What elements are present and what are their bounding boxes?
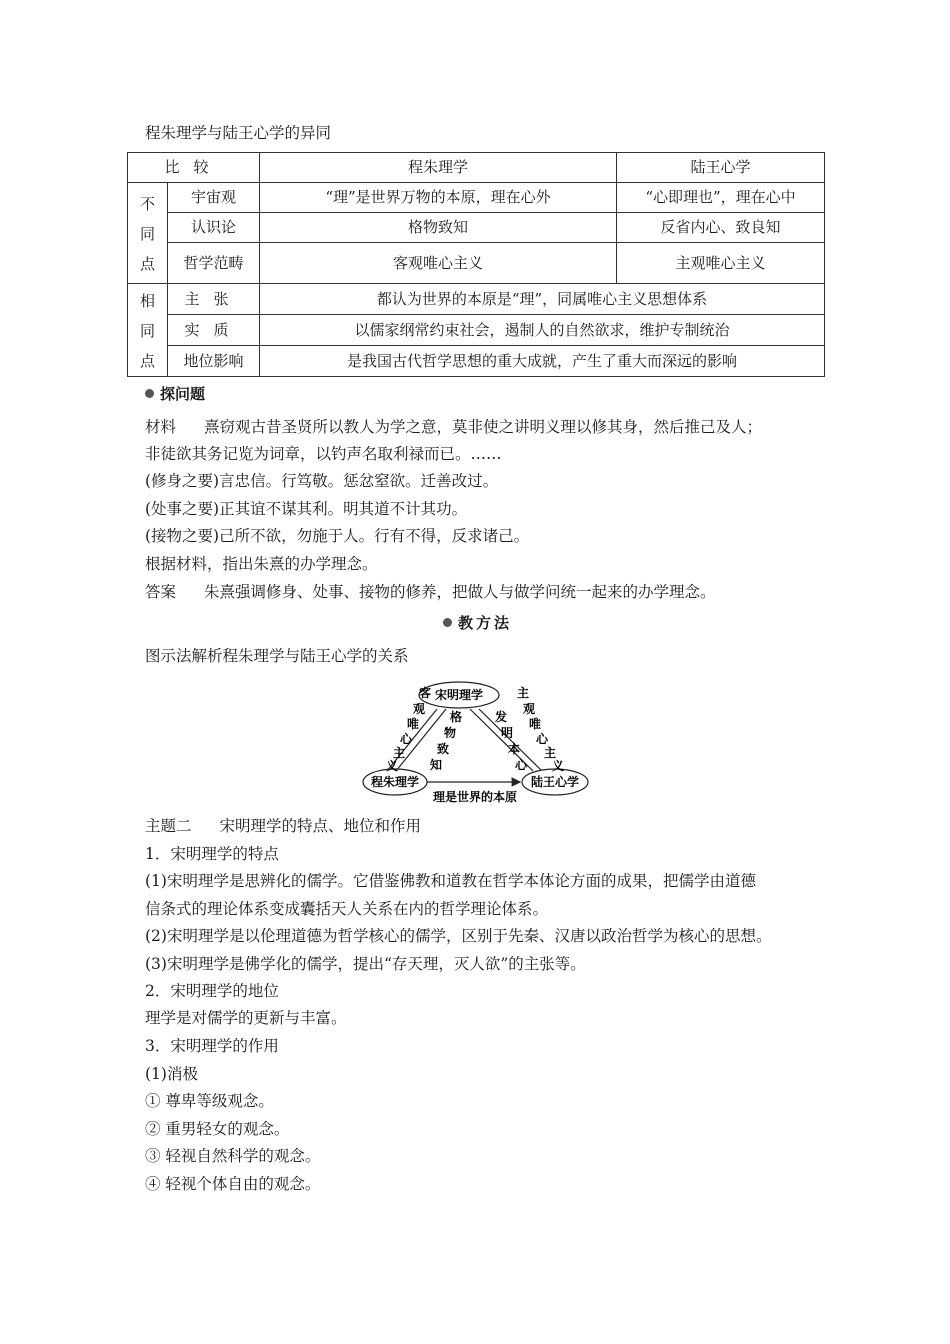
bullet-dot-icon (443, 618, 452, 627)
topic2-title: 主题二 宋明理学的特点、地位和作用 (145, 817, 422, 835)
row-label: 实质 (168, 315, 260, 346)
diagram-left-inner-label (430, 709, 462, 772)
table-row (128, 315, 825, 346)
section2-text: 理学是对儒学的更新与丰富。 (145, 1009, 347, 1027)
svg-text:心: 心 (514, 758, 528, 772)
table-cell: “心即理也”，理在心中 (617, 183, 825, 213)
list-item: ③ 轻视自然科学的观念。 (145, 1147, 321, 1165)
section1-p2: (2)宋明理学是以伦理道德为哲学核心的儒学，区别于先秦、汉唐以政治哲学为核心的思想。 (145, 927, 772, 945)
comparison-table (127, 152, 825, 377)
method-intro: 图示法解析程朱理学与陆王心学的关系 (145, 647, 409, 665)
row-label: 认识论 (168, 213, 260, 243)
section2-title: 2．宋明理学的地位 (145, 982, 279, 1000)
table-row (128, 213, 825, 243)
answer-text: 答案 朱熹强调修身、处事、接物的修养，把做人与做学问统一起来的办学理念。 (145, 583, 716, 601)
table-cell: 都认为世界的本原是“理”，同属唯心主义思想体系 (260, 284, 825, 315)
table-header-row (128, 153, 825, 183)
svg-text:主: 主 (392, 746, 406, 760)
svg-text:义: 义 (385, 759, 399, 773)
section1-title: 1．宋明理学的特点 (145, 845, 279, 863)
material-line-4: (处事之要)正其谊不谋其利。明其道不计其功。 (145, 500, 468, 518)
section1-p3: (3)宋明理学是佛学化的儒学，提出“存天理，灭人欲”的主张等。 (145, 955, 586, 973)
header-luwang: 陆王心学 (617, 153, 825, 183)
svg-text:物: 物 (443, 726, 457, 740)
svg-text:客: 客 (418, 686, 432, 700)
method-heading: 教方法 (443, 612, 512, 633)
list-item: ② 重男轻女的观念。 (145, 1120, 290, 1138)
section1-p1-line1: (1)宋明理学是思辨化的儒学。它借鉴佛教和道教在哲学本体论方面的成果，把儒学由道德 (145, 872, 756, 890)
relationship-diagram (355, 675, 605, 805)
table-title: 程朱理学与陆王心学的异同 (145, 124, 332, 142)
svg-text:观: 观 (412, 702, 426, 716)
svg-text:发: 发 (494, 710, 508, 724)
svg-text:心: 心 (399, 732, 413, 746)
table-row (128, 346, 825, 377)
section1-p1-line2: 信条式的理论体系变成囊括天人关系在内的哲学理论体系。 (145, 900, 549, 918)
svg-text:明: 明 (500, 726, 514, 740)
table-row (128, 284, 825, 315)
row-label: 哲学范畴 (168, 243, 260, 284)
header-compare: 比较 (128, 153, 260, 183)
bullet-dot-icon (145, 389, 154, 398)
explore-heading: 探问题 (145, 383, 205, 404)
table-cell: 反省内心、致良知 (617, 213, 825, 243)
table-cell: 格物致知 (260, 213, 617, 243)
diagram-left-label: 程朱理学 (370, 775, 420, 789)
svg-text:致: 致 (436, 742, 450, 756)
diagram-bottom-label: 理是世界的本原 (432, 790, 518, 804)
svg-text:主: 主 (516, 686, 530, 700)
diff-group-label: 不 同 点 (128, 183, 168, 284)
material-line-3: (修身之要)言忠信。行笃敬。惩忿窒欲。迁善改过。 (145, 472, 499, 490)
svg-text:格: 格 (449, 710, 463, 724)
diagram-left-outer-label (386, 685, 431, 773)
svg-text:观: 观 (522, 702, 536, 716)
section3-sub: (1)消极 (145, 1065, 198, 1083)
svg-text:知: 知 (429, 758, 443, 772)
section3-title: 3．宋明理学的作用 (145, 1037, 279, 1055)
question-text: 根据材料，指出朱熹的办学理念。 (145, 555, 378, 573)
diagram-right-label: 陆王心学 (530, 775, 580, 789)
material-line-5: (接物之要)己所不欲，勿施于人。行有不得，反求诸己。 (145, 527, 530, 545)
header-chengzhu: 程朱理学 (260, 153, 617, 183)
svg-text:主: 主 (543, 746, 557, 760)
row-label: 宇宙观 (168, 183, 260, 213)
table-cell: 是我国古代哲学思想的重大成就，产生了重大而深远的影响 (260, 346, 825, 377)
list-item: ④ 轻视个体自由的观念。 (145, 1175, 321, 1193)
table-cell: “理”是世界万物的本原，理在心外 (260, 183, 617, 213)
svg-text:本: 本 (507, 742, 521, 756)
table-row (128, 243, 825, 284)
list-item: ① 尊卑等级观念。 (145, 1092, 274, 1110)
row-label: 地位影响 (168, 346, 260, 377)
svg-text:义: 义 (551, 759, 565, 773)
diagram-top-label: 宋明理学 (434, 688, 484, 702)
material-line-2: 非徒欲其务记览为词章，以钓声名取利禄而已。…… (145, 445, 502, 463)
table-cell: 主观唯心主义 (617, 243, 825, 284)
svg-text:唯: 唯 (406, 717, 420, 731)
svg-text:心: 心 (535, 732, 549, 746)
same-group-label: 相 同 点 (128, 284, 168, 377)
row-label: 主张 (168, 284, 260, 315)
table-row (128, 183, 825, 213)
material-line-1: 材料 熹窃观古昔圣贤所以教人为学之意，莫非使之讲明义理以修其身，然后推己及人； (145, 418, 763, 436)
table-cell: 以儒家纲常约束社会，遏制人的自然欲求，维护专制统治 (260, 315, 825, 346)
table-cell: 客观唯心主义 (260, 243, 617, 284)
svg-text:唯: 唯 (528, 717, 542, 731)
